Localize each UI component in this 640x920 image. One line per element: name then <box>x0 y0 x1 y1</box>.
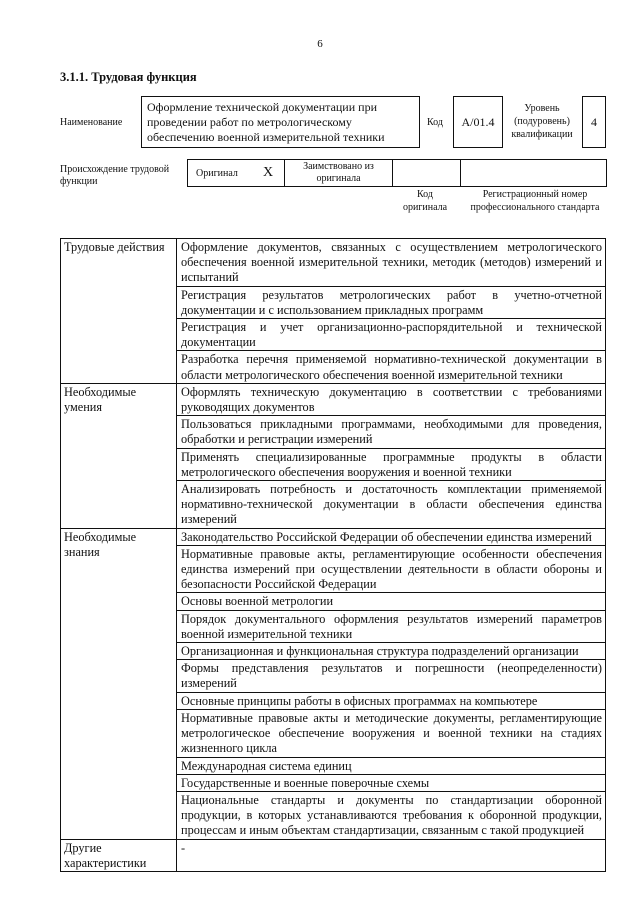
section-title: 3.1.1. Трудовая функция <box>60 70 197 84</box>
origin-code-cell <box>393 160 461 186</box>
item-cell: Порядок документального оформления результатов измерений параметров военной измерительной техники <box>177 610 606 642</box>
table-row <box>61 528 606 545</box>
item-cell: Международная система единиц <box>177 757 606 774</box>
item-cell: Разработка перечня применяемой нормативно-технической документации в области метрологического обеспечения военной измерительной техники <box>177 351 606 383</box>
original-mark: X <box>263 165 274 180</box>
category-cell: Другие характеристики <box>61 839 177 871</box>
item-cell: Пользоваться прикладными программами, необходимыми для проведения, обработки и регистрации измерений <box>177 416 606 448</box>
item-cell: Национальные стандарты и документы по стандартизации оборонной продукции, в которых устанавливаются требования к оборонной продукции, процессам и иным объектам стандартизации, связанным с такой продукцией <box>177 791 606 839</box>
item-cell: - <box>177 839 606 871</box>
item-cell: Регистрация и учет организационно-распорядительной и технической документации <box>177 319 606 351</box>
item-cell: Формы представления результатов и погрешности (неопределенности) измерений <box>177 660 606 692</box>
item-cell: Нормативные правовые акты, регламентирующие особенности обеспечения единства измерений при осуществлении деятельности в области обороны и безопасности Российской Федерации <box>177 545 606 593</box>
origin-original-cell <box>188 160 285 186</box>
reg-number-label: Регистрационный номер профессионального стандарта <box>470 189 600 213</box>
item-cell: Основы военной метрологии <box>177 593 606 610</box>
item-cell: Оформлять техническую документацию в соответствии с требованиями руководящих документов <box>177 383 606 415</box>
category-cell: Необходимые умения <box>61 383 177 528</box>
code-label: Код <box>427 117 443 128</box>
origin-label: Происхождение трудовой функции <box>60 164 170 187</box>
table-row <box>61 239 606 287</box>
item-cell: Применять специализированные программные продукты в области метрологического обеспечения вооружения и военной техники <box>177 448 606 480</box>
item-cell: Основные принципы работы в офисных программах на компьютере <box>177 692 606 709</box>
page-number: 6 <box>317 38 323 50</box>
table-row <box>61 383 606 415</box>
code-original-label: Код оригинала <box>402 189 448 213</box>
item-cell: Государственные и военные поверочные схемы <box>177 774 606 791</box>
category-cell: Необходимые знания <box>61 528 177 839</box>
item-cell: Анализировать потребность и достаточность комплектации применяемой нормативно-технической документации в области обеспечения единства измерений <box>177 481 606 529</box>
function-details-table <box>60 238 606 872</box>
table-row <box>61 839 606 871</box>
item-cell: Законодательство Российской Федерации об обеспечении единства измерений <box>177 528 606 545</box>
function-name-box: Оформление технической документации при проведении работ по метрологическому обеспечению военной измерительной техники <box>141 96 420 148</box>
level-box: 4 <box>582 96 606 148</box>
category-cell: Трудовые действия <box>61 239 177 384</box>
level-label: Уровень (подуровень) квалификации <box>511 103 573 140</box>
origin-regnum-cell <box>461 160 606 186</box>
original-label: Оригинал <box>196 168 238 179</box>
borrowed-label: Заимствовано из оригинала <box>303 161 374 184</box>
item-cell: Регистрация результатов метрологических работ в учетно-отчетной документации и с использованием прикладных программ <box>177 286 606 318</box>
item-cell: Нормативные правовые акты и методические документы, регламентирующие метрологическое обеспечение вооружения и военной техники на стадиях жизненного цикла <box>177 709 606 757</box>
origin-borrowed-cell <box>285 160 393 186</box>
origin-row <box>187 159 607 187</box>
item-cell: Организационная и функциональная структура подразделений организации <box>177 643 606 660</box>
code-box: А/01.4 <box>453 96 503 148</box>
name-label: Наименование <box>60 117 123 128</box>
item-cell: Оформление документов, связанных с осуществлением метрологического обеспечения военной измерительной техники, методик (методов) измерений и испытаний <box>177 239 606 287</box>
